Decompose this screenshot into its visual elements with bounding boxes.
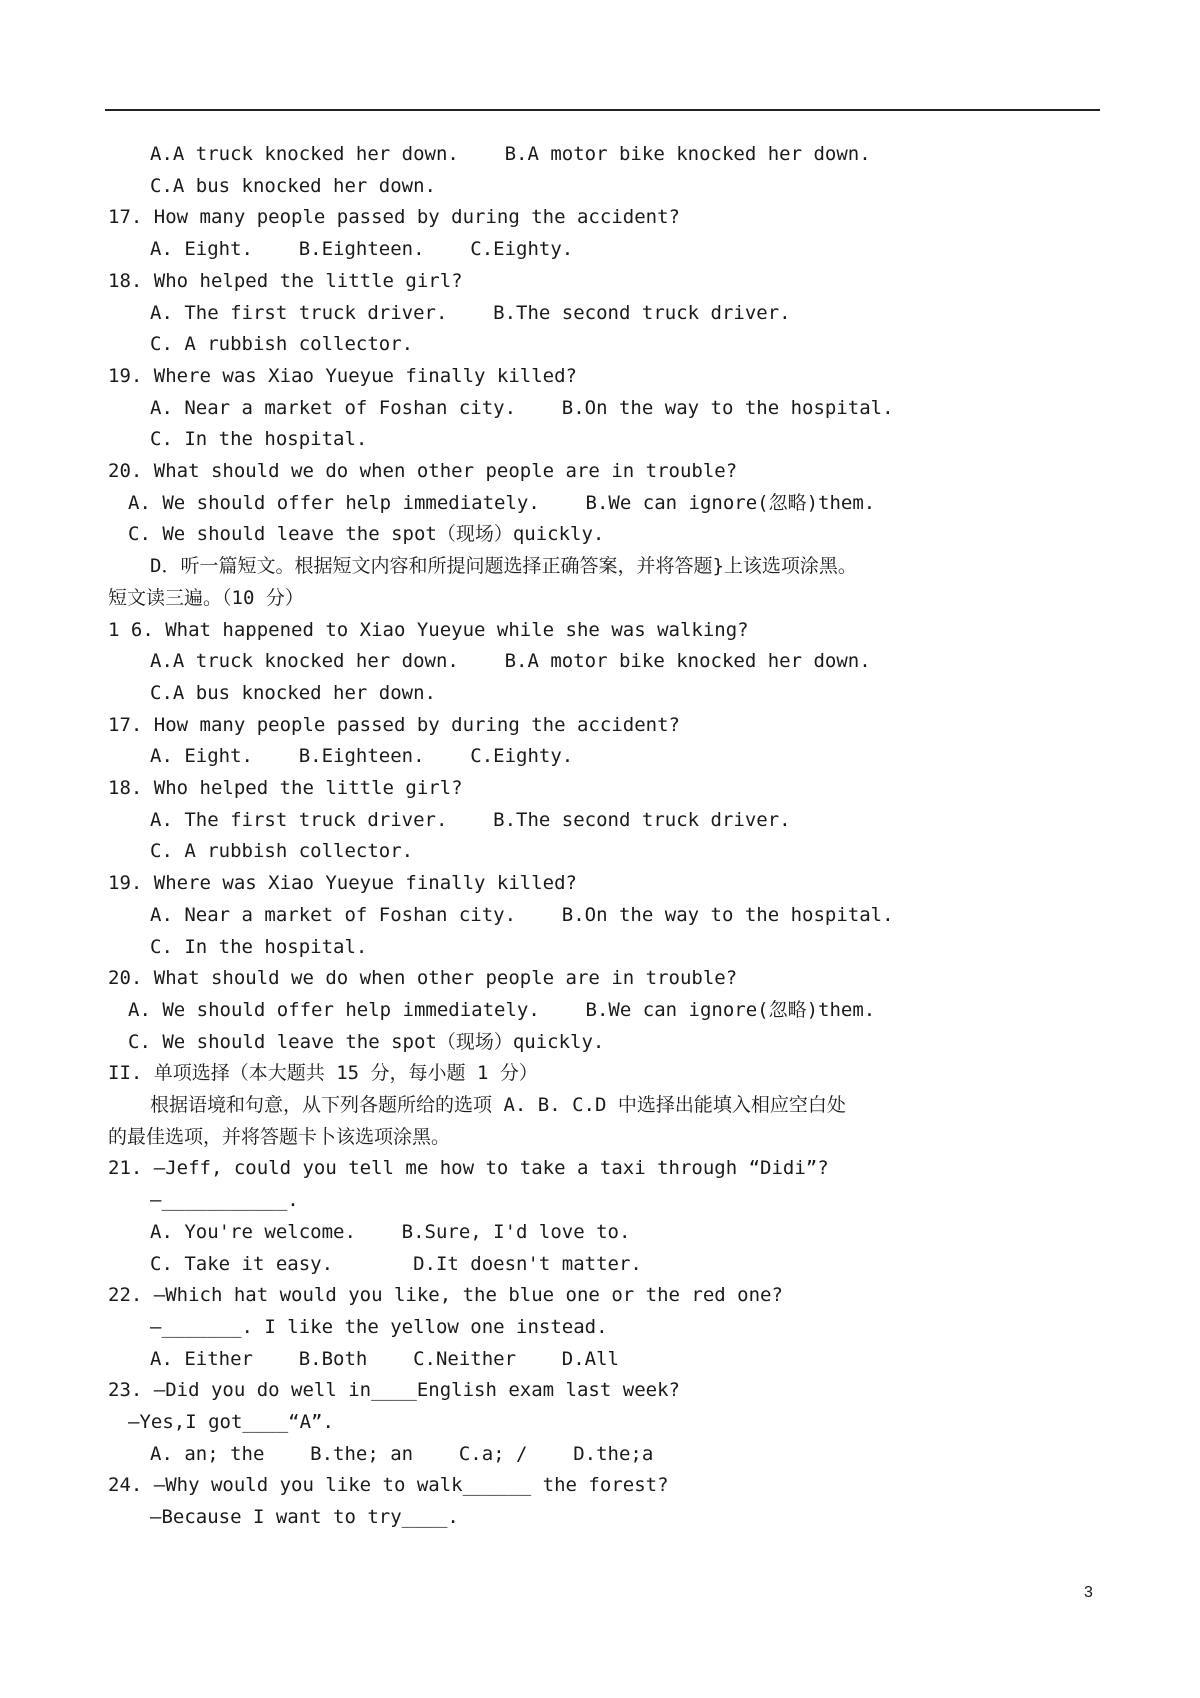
text-line: C.A bus knocked her down. (150, 174, 436, 197)
text-line: 短文读三遍。（10 分） (108, 586, 304, 609)
text-line: 23. —Did you do well in____English exam last week? (108, 1379, 680, 1402)
text-line: C. A rubbish collector. (150, 333, 414, 356)
text-line: A. The first truck driver. B.The second truck driver. (150, 301, 791, 324)
text-line: C. We should leave the spot（现场）quickly. (128, 523, 605, 546)
text-line: C. Take it easy. D.It doesn't matter. (150, 1252, 642, 1275)
header-rule (105, 109, 1100, 111)
text-line: A. You're welcome. B.Sure, I'd love to. (150, 1220, 631, 1243)
text-line: 24. —Why would you like to walk______ the forest? (108, 1474, 669, 1497)
text-line: —___________. (150, 1189, 299, 1212)
text-line: 19. Where was Xiao Yueyue finally killed? (108, 872, 577, 895)
text-line: 22. —Which hat would you like, the blue one or the red one? (108, 1284, 783, 1307)
text-line: 18. Who helped the little girl? (108, 777, 463, 799)
text-line: 21. —Jeff, could you tell me how to take a taxi through “Didi”? (108, 1157, 829, 1180)
text-line: A. Near a market of Foshan city. B.On the way to the hospital. (150, 903, 894, 926)
text-line: 的最佳选项，并将答题卡卜该选项涂黑。 (108, 1125, 451, 1148)
text-line: 17. How many people passed by during the accident? (108, 206, 680, 229)
text-line: D．听一篇短文。根据短文内容和所提问题选择正确答案，并将答题}上该选项涂黑。 (150, 555, 857, 578)
text-line: 1 6. What happened to Xiao Yueyue while she was walking? (108, 618, 749, 641)
page-number: 3 (1084, 1584, 1093, 1601)
text-line: 根据语境和句意，从下列各题所给的选项 A. B. C.D 中选择出能填入相应空白处 (150, 1094, 846, 1116)
text-line: C. We should leave the spot（现场）quickly. (128, 1030, 605, 1053)
text-line: A. Eight. B.Eighteen. C.Eighty. (150, 238, 574, 261)
text-line: 18. Who helped the little girl? (108, 269, 463, 292)
text-line: —Because I want to try____. (150, 1506, 459, 1529)
text-line: A. The first truck driver. B.The second truck driver. (150, 808, 791, 831)
text-line: A. Eight. B.Eighteen. C.Eighty. (150, 745, 574, 768)
text-line: A. an; the B.the; an C.a; / D.the;a (150, 1442, 654, 1465)
text-line: A.A truck knocked her down. B.A motor bike knocked her down. (150, 143, 871, 165)
text-line: A. We should offer help immediately. B.We can ignore(忽略)them. (128, 998, 876, 1021)
text-line: A. Near a market of Foshan city. B.On the way to the hospital. (150, 396, 894, 419)
text-line: 17. How many people passed by during the accident? (108, 713, 680, 736)
text-line: A. We should offer help immediately. B.We can ignore(忽略)them. (128, 491, 876, 514)
text-line: 20. What should we do when other people are in trouble? (108, 460, 738, 482)
text-line: 20. What should we do when other people are in trouble? (108, 967, 738, 990)
text-line: A. Either B.Both C.Neither D.All (150, 1347, 619, 1370)
text-line: 19. Where was Xiao Yueyue finally killed? (108, 364, 577, 387)
text-line: A.A truck knocked her down. B.A motor bike knocked her down. (150, 650, 871, 673)
text-line: C. A rubbish collector. (150, 840, 414, 863)
text-line: C. In the hospital. (150, 935, 368, 958)
text-line: —_______. I like the yellow one instead. (150, 1315, 608, 1338)
text-line: C. In the hospital. (150, 428, 368, 451)
text-line: II. 单项选择（本大题共 15 分，每小题 1 分） (108, 1062, 538, 1085)
text-line: —Yes,I got____“A”. (128, 1411, 334, 1433)
text-line: C.A bus knocked her down. (150, 681, 436, 704)
